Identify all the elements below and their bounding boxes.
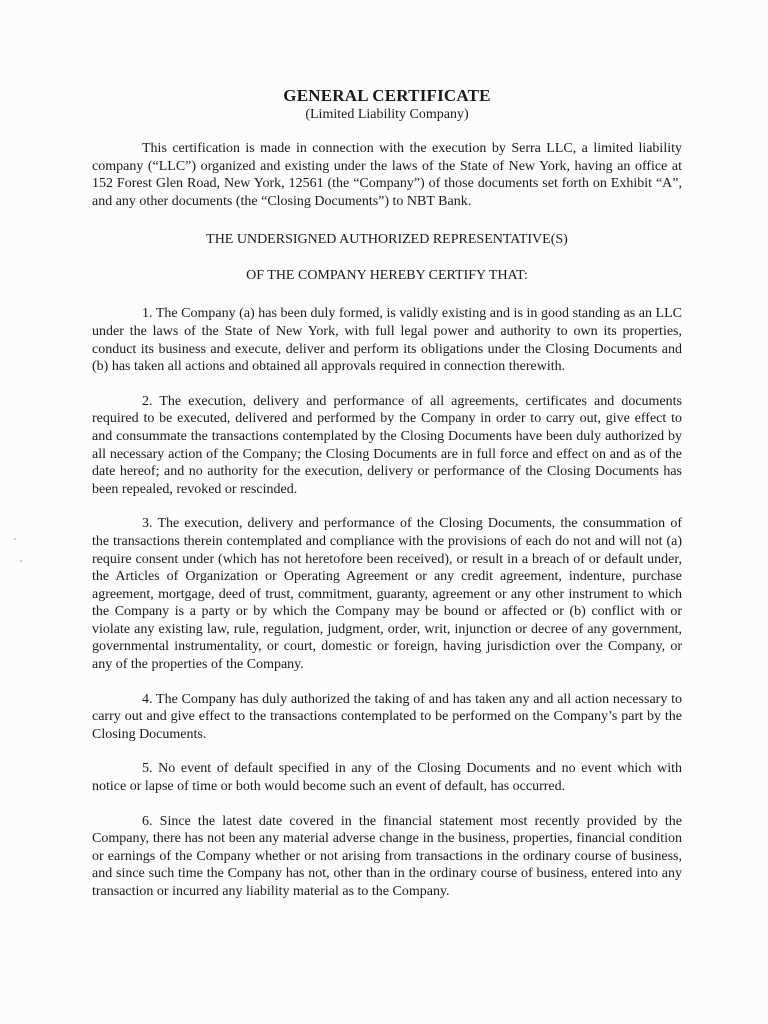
document-body: [92, 86, 682, 918]
certification-heading-line-2: OF THE COMPANY HEREBY CERTIFY THAT:: [246, 268, 528, 284]
document-subtitle: (Limited Liability Company): [305, 107, 469, 122]
clause-paragraph-5: 5. No event of default specified in any of the Closing Documents and no event which with notice or lapse of time or both would become such an event of default, has occurred.: [92, 761, 682, 795]
scan-speck: [14, 538, 16, 540]
intro-paragraph: This certification is made in connection with the execution by Serra LLC, a limited liability company (“LLC”) organized and existing under the laws of the State of New York, having an office at 152 Forest Glen Road, New York, 12561 (the “Company”) of those documents set forth on Exhibit “A”, and any other documents (the “Closing Documents”) to NBT Bank.: [92, 141, 682, 209]
scan-speck: [20, 560, 22, 562]
clause-paragraph-6: 6. Since the latest date covered in the financial statement most recently provided by the Company, there has not been any material adverse change in the business, properties, financial condition or earnings of the Company whether or not arising from transactions in the ordinary course of business, and since such time the Company has not, other than in the ordinary course of business, entered into any transaction or incurred any liability material as to the Company.: [92, 813, 682, 899]
certification-heading-line-1: THE UNDERSIGNED AUTHORIZED REPRESENTATIVE(S): [206, 232, 568, 248]
clause-paragraph-4: 4. The Company has duly authorized the taking of and has taken any and all action necessary to carry out and give effect to the transactions contemplated to be performed on the Company’s part by the Closing Documents.: [92, 691, 682, 742]
document-title: GENERAL CERTIFICATE: [283, 86, 491, 105]
clause-paragraph-1: 1. The Company (a) has been duly formed, is validly existing and is in good standing as an LLC under the laws of the State of New York, with full legal power and authority to own its properties, conduct its business and execute, deliver and perform its obligations under the Closing Documents and (b) has taken all actions and obtained all approvals required in connection therewith.: [92, 306, 682, 375]
clause-paragraph-2: 2. The execution, delivery and performance of all agreements, certificates and documents required to be executed, delivered and performed by the Company in order to carry out, give effect to and consummate the transactions contemplated by the Closing Documents have been duly authorized by all necessary action of the Company; the Closing Documents are in full force and effect on and as of the date hereof; and no authority for the execution, delivery or performance of the Closing Documents has been repealed, revoked or rescinded.: [92, 393, 682, 497]
clause-paragraph-3: 3. The execution, delivery and performance of the Closing Documents, the consummation of the transactions therein contemplated and compliance with the provisions of each do not and will not (a) require consent under (which has not heretofore been received), or result in a breach of or default under, the Articles of Organization or Operating Agreement or any credit agreement, indenture, purchase agreement, mortgage, deed of trust, commitment, guaranty, agreement or any other instrument to which the Company is a party or by which the Company may be bound or affected or (b) conflict with or violate any existing law, rule, regulation, judgment, order, writ, injunction or decree of any government, governmental instrumentality, or court, domestic or foreign, having jurisdiction over the Company, or any of the properties of the Company.: [92, 516, 682, 673]
